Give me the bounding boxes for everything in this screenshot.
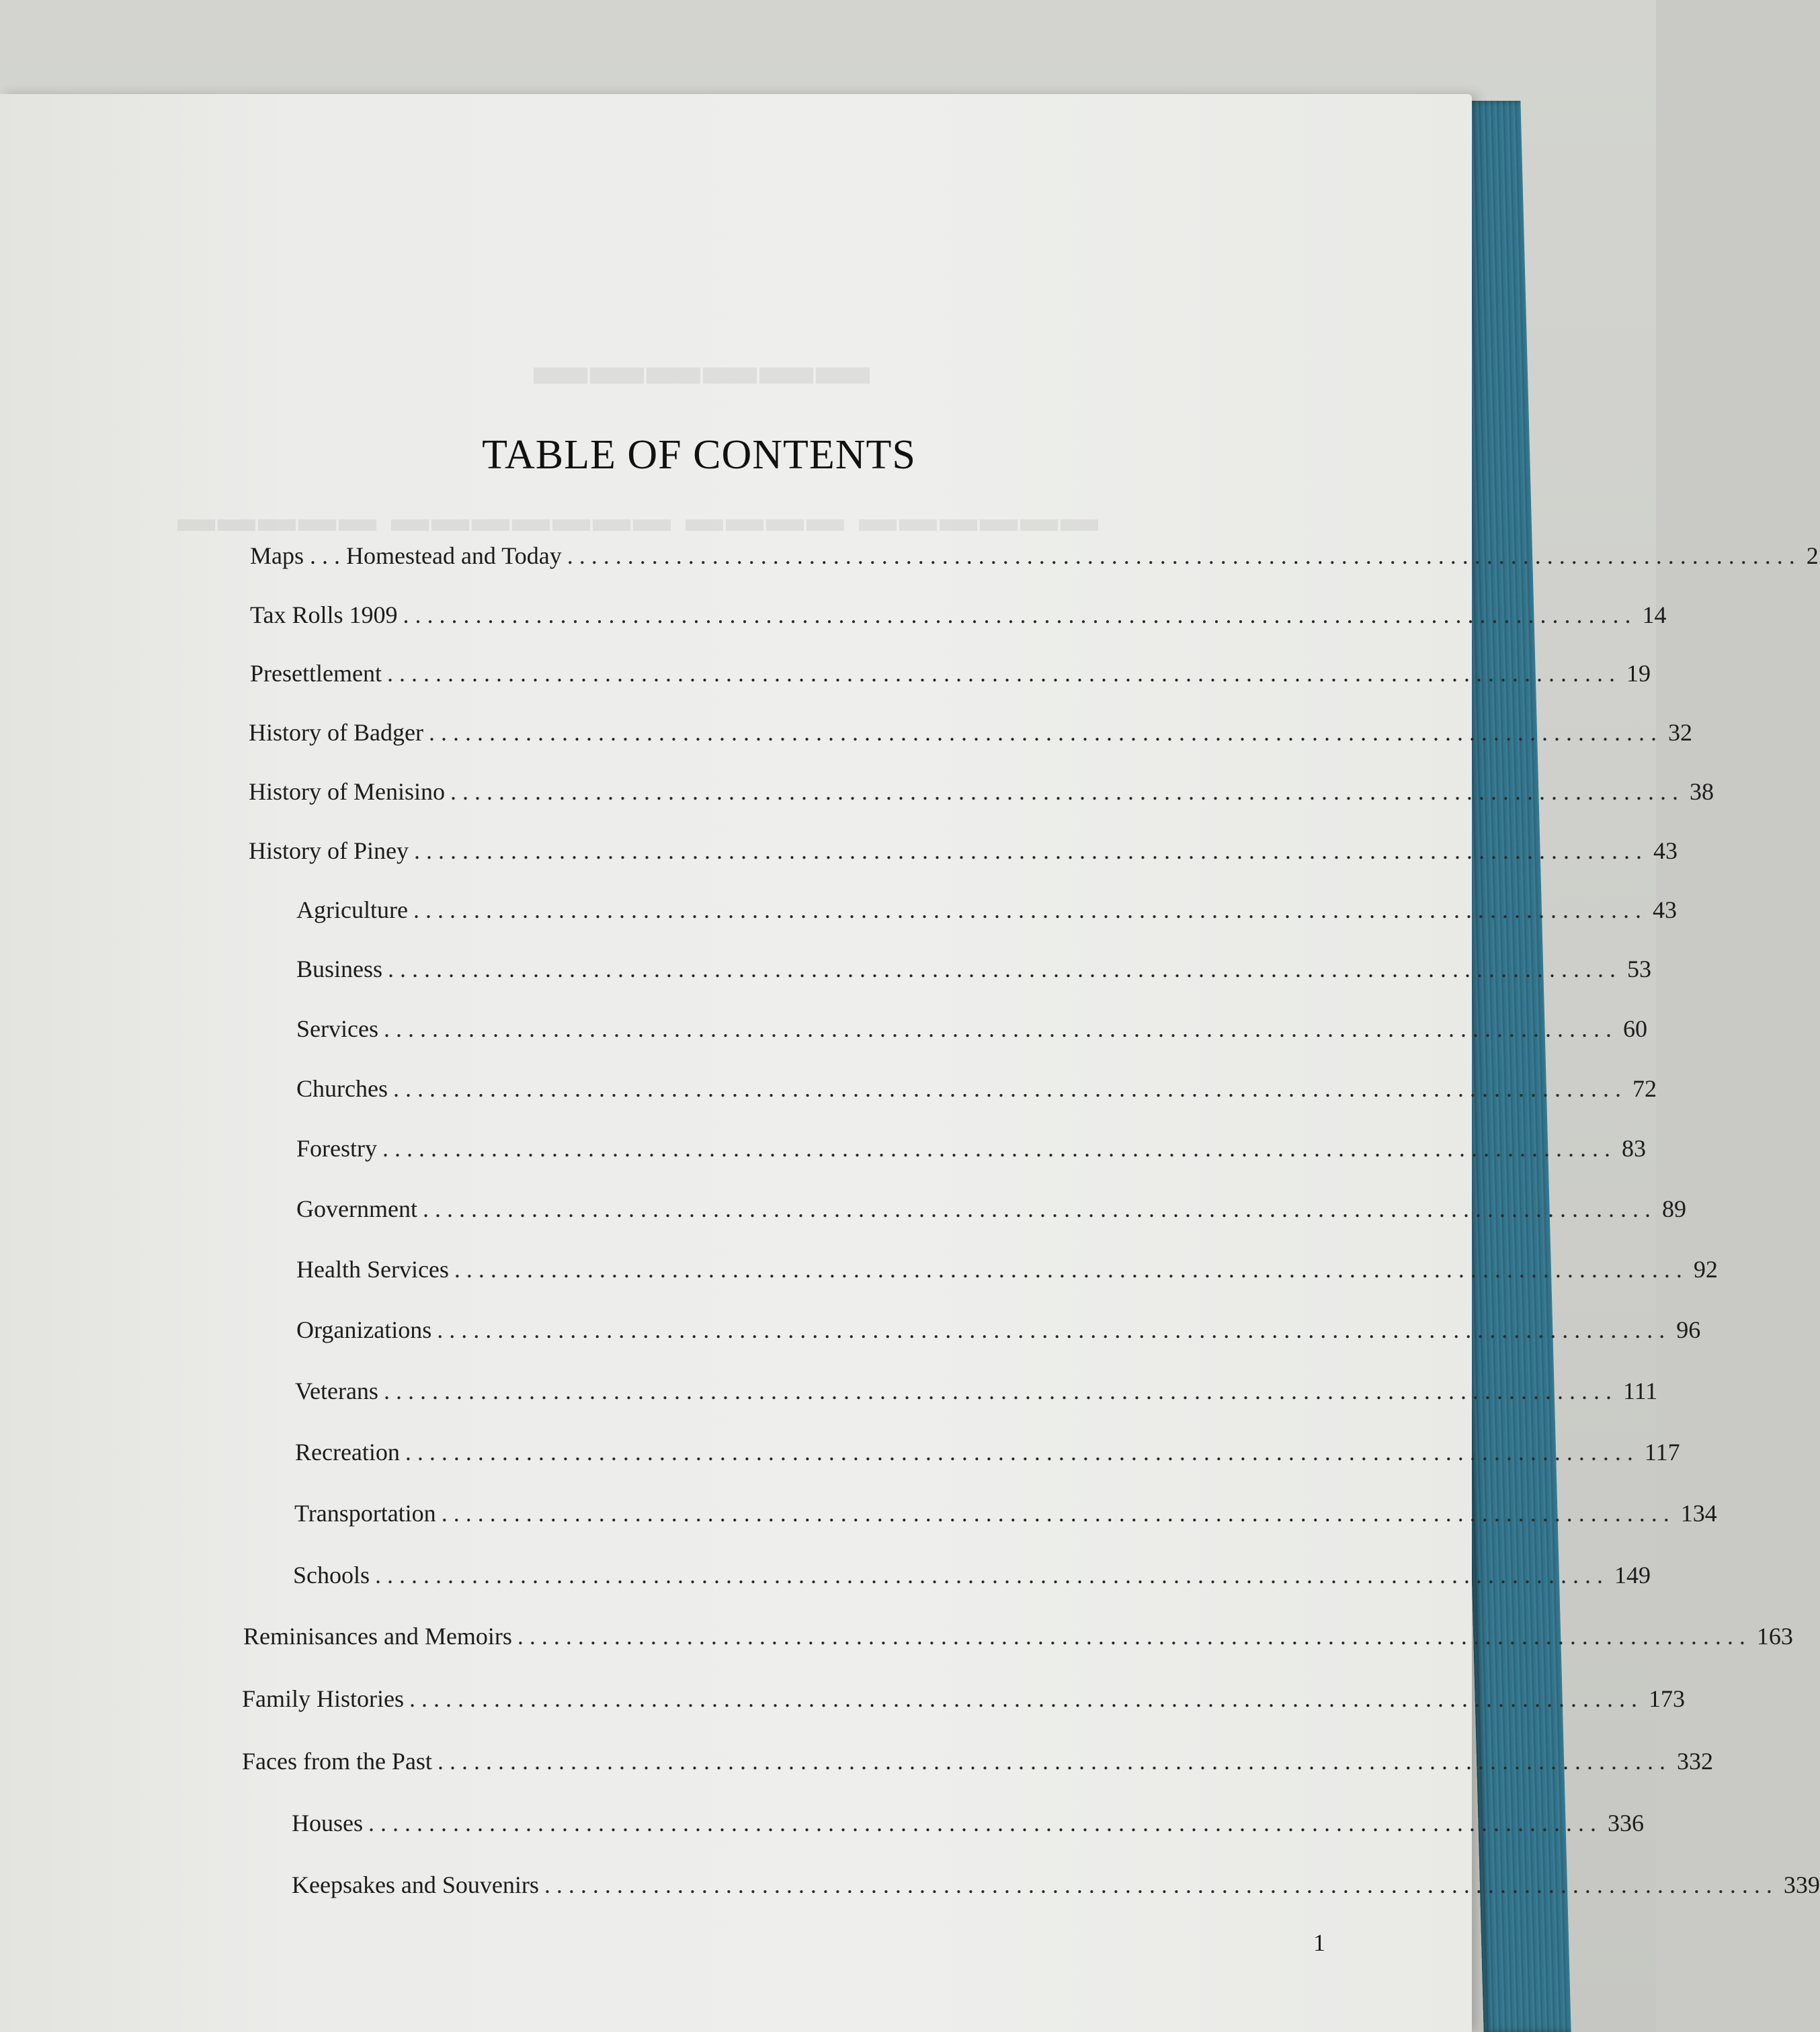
entry-label: Faces from the Past (242, 1748, 432, 1775)
dot-leader: ...................................................................................................... (383, 1015, 1618, 1042)
entry-page: 43 (1653, 837, 1678, 864)
toc-entry (243, 1622, 1793, 1656)
entry-page: 83 (1622, 1135, 1646, 1162)
dot-leader: ...................................................................................................... (413, 896, 1647, 923)
dot-leader: ...................................................................................................... (375, 1562, 1610, 1589)
entry-page: 149 (1614, 1562, 1651, 1589)
toc-entry (249, 718, 1692, 752)
entry-label: Veterans (295, 1378, 378, 1404)
entry-page: 2 (1806, 542, 1819, 569)
dot-leader: ...................................................................................................... (422, 1195, 1657, 1222)
toc-entry (250, 601, 1667, 634)
dot-leader: ...................................................................................................... (386, 660, 1621, 687)
dot-leader: ...................................................................................................... (517, 1623, 1751, 1650)
show-through-text: ▬▬▬▬▬▬ (531, 337, 870, 396)
dot-leader: ...................................................................................................... (405, 1439, 1639, 1466)
entry-label: Transportation (294, 1500, 436, 1527)
entry-label: Maps . . . Homestead and Today (250, 542, 562, 569)
entry-label: History of Badger (249, 719, 423, 746)
toc-title: TABLE OF CONTENTS (482, 432, 916, 478)
toc-entry (296, 1015, 1647, 1048)
entry-page: 32 (1667, 719, 1692, 746)
entry-page: 173 (1649, 1685, 1685, 1712)
dot-leader: ...................................................................................................... (403, 601, 1637, 628)
dot-leader: ...................................................................................................... (383, 1378, 1618, 1404)
entry-page: 339 (1783, 1871, 1820, 1898)
toc-entry (294, 1499, 1717, 1533)
entry-page: 92 (1693, 1256, 1718, 1283)
toc-entry (249, 777, 1714, 811)
toc-entry (296, 1195, 1686, 1228)
toc-entry (293, 1561, 1651, 1595)
toc-entry (296, 955, 1652, 988)
dot-leader: ...................................................................................................... (544, 1871, 1778, 1898)
entry-label: Services (296, 1015, 378, 1042)
entry-label: Churches (296, 1075, 388, 1102)
entry-page: 72 (1632, 1075, 1657, 1102)
entry-label: Reminisances and Memoirs (243, 1623, 512, 1650)
entry-page: 53 (1627, 956, 1652, 982)
entry-page: 43 (1652, 896, 1677, 923)
dot-leader: ...................................................................................................... (409, 1685, 1643, 1712)
entry-page: 332 (1676, 1748, 1713, 1775)
entry-label: Family Histories (242, 1685, 404, 1712)
dot-leader: ...................................................................................................... (454, 1256, 1688, 1283)
entry-label: Tax Rolls 1909 (250, 601, 398, 628)
toc-entry (292, 1871, 1820, 1904)
entry-label: History of Piney (249, 837, 409, 864)
entry-page: 38 (1690, 778, 1714, 805)
entry-page: 163 (1756, 1623, 1793, 1650)
entry-label: Organizations (296, 1316, 432, 1343)
toc-entry (250, 659, 1651, 693)
entry-label: Agriculture (296, 896, 408, 923)
dot-leader: ...................................................................................................... (437, 1316, 1671, 1343)
toc-entry (242, 1685, 1685, 1718)
entry-label: Forestry (296, 1135, 377, 1162)
entry-label: Recreation (295, 1439, 400, 1466)
toc-entry (296, 1134, 1646, 1168)
toc-entry (296, 896, 1677, 929)
dot-leader: ...................................................................................................... (441, 1500, 1676, 1527)
toc-entry (295, 1377, 1658, 1410)
toc-entry (296, 1074, 1657, 1108)
toc-entry (295, 1438, 1680, 1472)
dot-leader: ...................................................................................................... (414, 837, 1648, 864)
entry-label: Presettlement (250, 660, 382, 687)
entry-page: 111 (1622, 1378, 1658, 1404)
entry-label: Business (296, 956, 383, 982)
entry-page: 117 (1644, 1439, 1680, 1466)
dot-leader: ...................................................................................................... (388, 956, 1622, 982)
toc-entry (249, 837, 1678, 870)
dot-leader: ...................................................................................................... (428, 719, 1663, 746)
toc-entry (292, 1809, 1644, 1843)
page-number: 1 (1313, 1929, 1325, 1956)
entry-page: 14 (1642, 601, 1667, 628)
toc-entry (296, 1316, 1701, 1349)
entry-label: Government (296, 1195, 417, 1222)
entry-label: Houses (292, 1810, 363, 1836)
entry-label: Health Services (296, 1256, 449, 1283)
entry-page: 134 (1680, 1500, 1717, 1527)
dot-leader: ...................................................................................................... (392, 1075, 1627, 1102)
dot-leader: ...................................................................................................... (437, 1748, 1671, 1775)
show-through-text: ▬▬▬▬▬▬ ▬▬▬▬ ▬▬▬▬▬▬▬ ▬▬▬▬▬ (175, 498, 1098, 540)
dot-leader: ...................................................................................................... (567, 542, 1801, 569)
entry-label: Schools (293, 1562, 370, 1589)
entry-page: 336 (1608, 1810, 1644, 1836)
dot-leader: ...................................................................................................... (450, 778, 1684, 805)
dot-leader: ...................................................................................................... (368, 1810, 1602, 1836)
entry-label: Keepsakes and Souvenirs (292, 1871, 539, 1898)
entry-page: 60 (1622, 1015, 1647, 1042)
toc-entry (242, 1747, 1713, 1781)
entry-page: 89 (1661, 1195, 1686, 1222)
entry-page: 19 (1626, 660, 1651, 687)
book-page (0, 94, 1472, 2032)
entry-label: History of Menisino (249, 778, 445, 805)
toc-entry (250, 542, 1819, 575)
entry-page: 96 (1676, 1316, 1701, 1343)
dot-leader: ...................................................................................................... (382, 1135, 1616, 1162)
toc-entry (296, 1255, 1718, 1289)
